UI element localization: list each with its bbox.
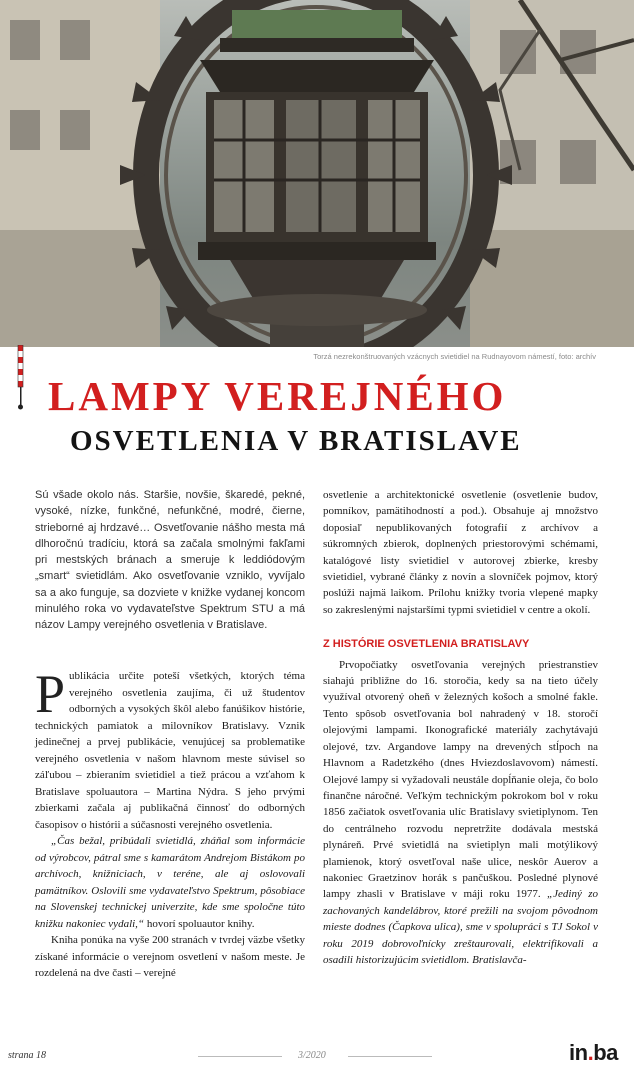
logo-dot: . (587, 1040, 594, 1065)
logo-part: in (569, 1040, 588, 1065)
lamp-photo-illustration (0, 0, 634, 347)
inba-logo (569, 1040, 618, 1066)
body-column-left (35, 664, 305, 982)
paragraph-text: Kniha ponúka na vyše 200 stranách v tvrdej väzbe všetky získané informácie o verejnom osvetlení v našom meste. Je rozdelená na dve časti – verejné (35, 934, 305, 979)
history-paragraph (323, 657, 598, 969)
quote-text: „Jediný zo zachovaných kandelábrov, ktoré prežili na svojom pôvodnom mieste dodnes (Čapkova ulica), sme v spolupráci s TJ Sokol v roku 2019 dobrovoľnícky zreštaurovali, elektrifikovali a osadili historizujúcim svietidlom. Bratislavča- (323, 888, 599, 966)
paragraph-text: Prvopočiatky osvetľovania verejných priestranstiev siahajú približne do 16. storočia, kedy sa na tieto účely využíval otvorený oheň v železných košoch a smolné fakle. Tento spôsob osvetľovania bol nahradený v 18. storočí olejovými lampami. Ikonografické materiály zachytávajú olejové, tzv. Argandove lampy na drevených stĺpoch na Hlavnom a Radetzkého (dnes Hviezdoslavovom) námestí. Olejové lampy si vyžadovali neustále dopĺňanie oleja, čo bolo finančne náročné. Veľkým technickým pokrokom bol v roku 1856 začiatok osvetľovania ulíc Bratislavy svietiplynom. Ten do centrálneho rozvodu nepretržite dodávala mestská plynáreň. Prvé svietidlá na svietiplyn mali motýlikový plamienok, ktorý osvetľoval naše ulice, neskôr Auerov a nakoniec Graetzinov horák s pančuškou. Posledné plynové lampy zhasli v Bratislave v máji roku 1977. (323, 658, 598, 901)
footer-divider (348, 1056, 432, 1057)
hero-photo (0, 0, 634, 347)
issue-number: 3/2020 (298, 1050, 326, 1061)
paragraph-text: osvetlenie a architektonické osvetlenie (osvetlenie budov, pomníkov, pamätihodností a pod.). Obsahuje aj množstvo doposiaľ nepublikovaných fotografií z archívov a súkromných zbierok, doplnených priestorovými schémami, katalógové listy svietidiel v autorovej zbierke, kresby svietidiel, vybrané články z novín a slovníček pojmov, ktorý poslúži najmä laikom. Prílohu knižky tvoria vlepené mapky so zakreslenými najstaršími typmi svietidiel v centre a okolí. (323, 489, 598, 616)
article-title-line-2: OSVETLENIA V BRATISLAVE (70, 425, 522, 457)
footer-divider (198, 1056, 282, 1057)
page-number: strana 18 (8, 1050, 47, 1061)
quote-paragraph (35, 833, 305, 932)
quote-attribution: hovorí spoluautor knihy. (144, 917, 255, 930)
quote-text: „Čas bežal, pribúdali svietidlá, zháňal som informácie od výrobcov, pátral sme s kamarátom Andrejom Bistákom po archívoch, knižniciach, v teréne, ale aj oslovovali pamätníkov. Oslovili sme vydavateľstvo Spektrum, pôsobiace na Slovenskej technickej univerzite, kde sme spoločne túto knižku nakoniec vydali,“ (35, 835, 305, 930)
section-subheading: Z HISTÓRIE OSVETLENIA BRATISLAVY (323, 638, 530, 651)
body-column-right (323, 487, 598, 968)
first-paragraph (35, 664, 305, 833)
lead-paragraph: Sú všade okolo nás. Staršie, novšie, škaredé, pekné, vysoké, nízke, funkčné, nefunkčné, modré, čierne, strieborné aj hrdzavé… Osvetľovanie nášho mesta má dlhoročnú tradíciu, ktorá sa začala smolnými fakľami pri mestských bránach a smeruje k leddiódovým „smart“ svietidlám. Ako osvetľovanie vzniklo, vyvíjalo sa a ako funguje, sa dozviete v knižke vydanej koncom minulého roka vo vydavateľstve Spektrum STU a má názov Lampy verejného osvetlenia v Bratislave. (35, 489, 305, 632)
logo-part: ba (593, 1040, 618, 1065)
drop-cap: P (35, 664, 66, 724)
paragraph-text: ublikácia určite poteší všetkých, ktorých téma verejného osvetlenia zaujíma, či už študentov odborných a vysokých škôl alebo fanúšikov histórie, technických pamiatok a milovníkov Bratislavy. Vznik jedinečnej a prvej publikácie, venujúcej sa problematike verejného osvetlenia v našom hlavnom meste súvisel so záľubou – zbieraním svietidiel a tiež prácou a vzťahom k Bratislave spoluautora – Martina Nýdra. S jeho prvými zbierkami začala aj publikačná činnosť do odborných časopisov o histórii a súčasnosti verejného osvetlenia. (35, 670, 305, 831)
photo-caption: Torzá nezrekonštruovaných vzácnych svietidiel na Rudnayovom námestí, foto: archív (313, 352, 596, 361)
article-title-line-1: LAMPY VEREJNÉHO (48, 373, 507, 419)
striped-marker-icon (14, 345, 28, 411)
